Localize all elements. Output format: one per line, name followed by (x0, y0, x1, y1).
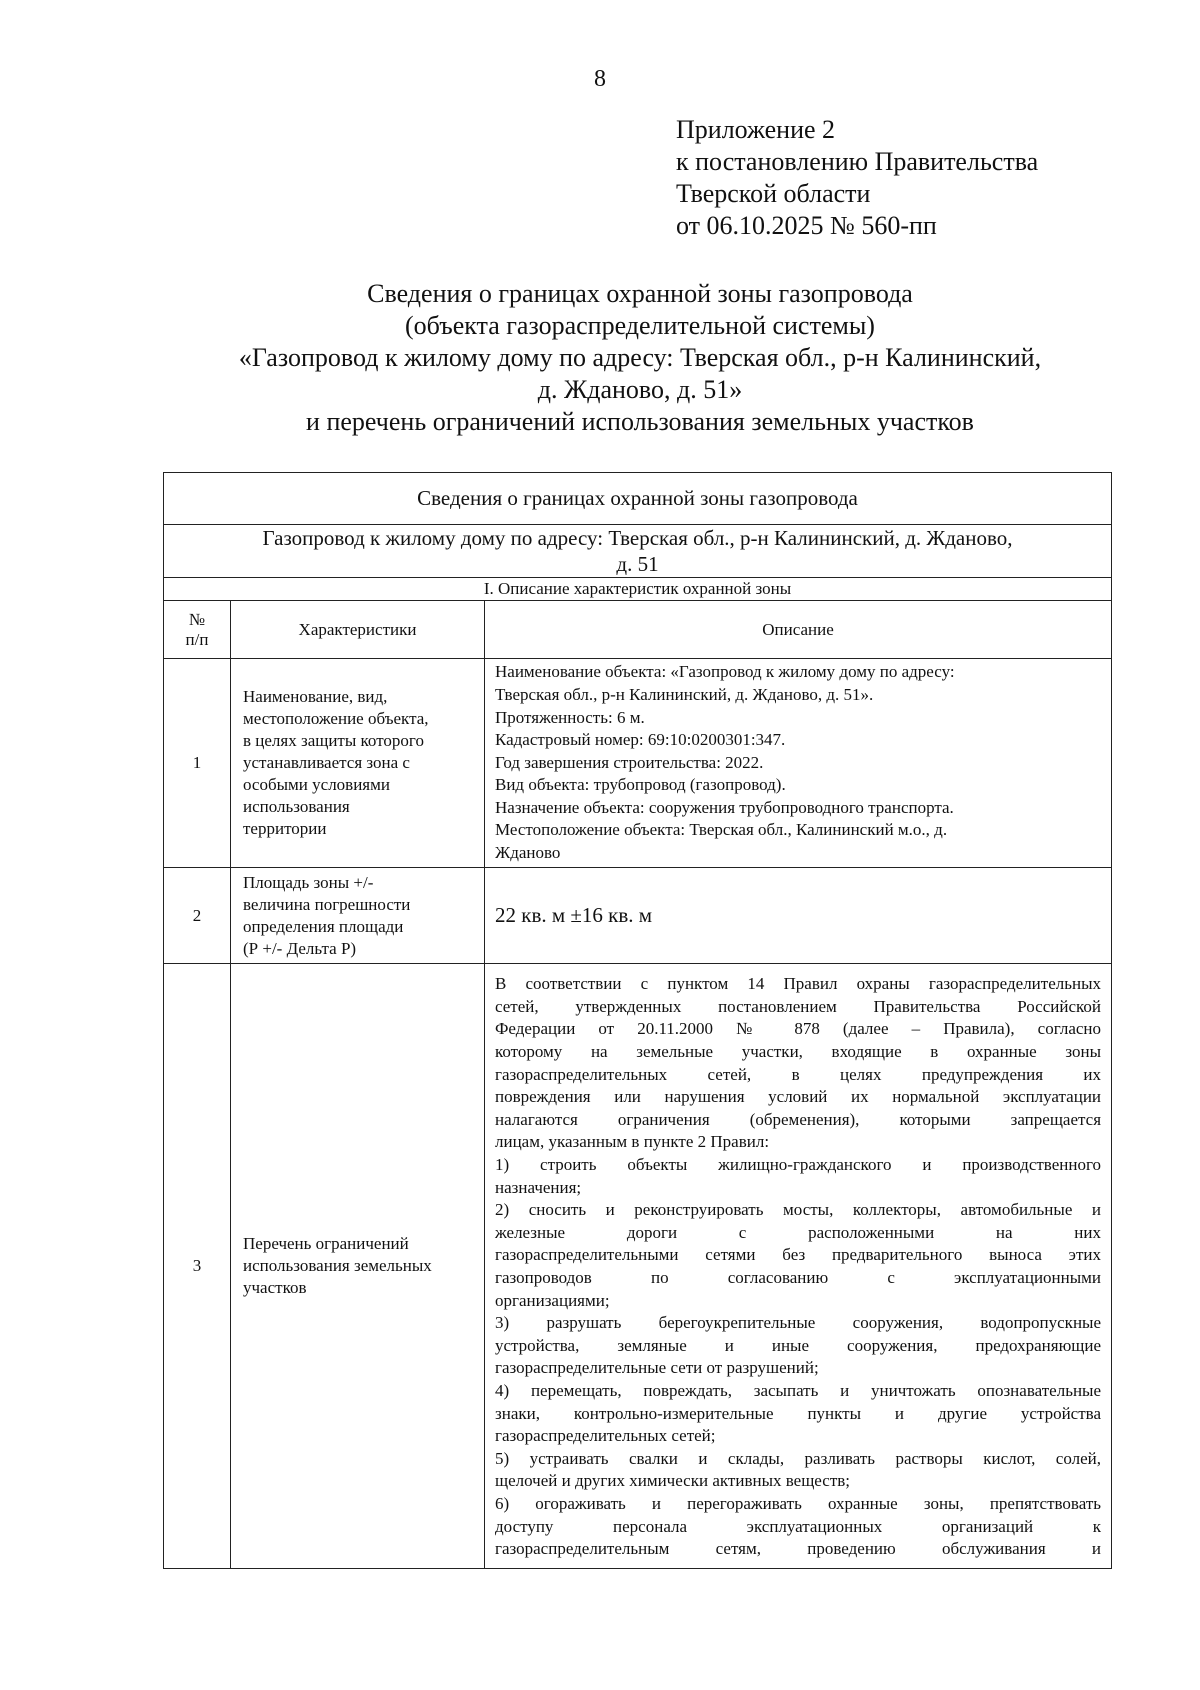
description-line: 5) устраивать свалки и склады, разливать растворы кислот, солей, (495, 1448, 1102, 1468)
description-line: назначения; (495, 1177, 582, 1197)
characteristic-line: устанавливается зона с (243, 753, 410, 772)
table-header-object (164, 525, 1112, 578)
zone-info-table (163, 472, 1112, 1569)
description-line: 2) сносить и реконструировать мосты, коллекторы, автомобильные и (495, 1200, 1102, 1220)
characteristic-line: использования земельных (243, 1256, 432, 1275)
row-description (485, 659, 1112, 868)
characteristic-line: особыми условиями (243, 775, 390, 794)
description-line: газопроводов по согласованию с эксплуатационными (495, 1268, 1102, 1287)
characteristic-line: (Р +/- Дельта Р) (243, 938, 357, 958)
description-line: лицам, указанным в пункте 2 Правил: (495, 1132, 770, 1152)
characteristic-line: территории (243, 819, 327, 838)
column-header-number-line: п/п (185, 629, 209, 649)
description-line: устройства, земляные и иные сооружения, предохраняющие (495, 1335, 1102, 1355)
title-line: и перечень ограничений использования земельных участков (306, 407, 974, 436)
characteristic-line: определения площади (243, 916, 404, 936)
description-line: Жданово (495, 843, 561, 863)
characteristic-line: в целях защиты которого (243, 731, 424, 750)
row-description (485, 964, 1112, 1569)
column-header-description: Описание (485, 601, 1112, 659)
appendix-block (676, 114, 1038, 242)
column-header-number (164, 601, 231, 659)
row-number: 1 (164, 659, 231, 868)
row-characteristic (231, 964, 485, 1569)
column-header-characteristics: Характеристики (231, 601, 485, 659)
description-line: 4) перемещать, повреждать, засыпать и уничтожать опознавательные (495, 1380, 1102, 1400)
title-line: д. Жданово, д. 51» (537, 375, 743, 404)
zone-area-value: 22 кв. м ±16 кв. м (485, 868, 1112, 964)
appendix-line: Приложение 2 (676, 115, 836, 144)
description-line: знаки, контрольно-измерительные пункты и другие устройства (495, 1403, 1102, 1423)
characteristic-line: Площадь зоны +/- (243, 872, 374, 892)
title-line: Сведения о границах охранной зоны газопровода (367, 279, 913, 308)
characteristic-line: Перечень ограничений (243, 1234, 409, 1253)
description-line: Вид объекта: трубопровод (газопровод). (495, 775, 786, 795)
description-line: налагаются ограничения (обременения), которыми запрещается (495, 1109, 1102, 1129)
description-line: Кадастровый номер: 69:10:0200301:347. (495, 730, 786, 750)
title-line: (объекта газораспределительной системы) (405, 311, 875, 340)
description-line: щелочей и других химически активных веществ; (495, 1471, 850, 1491)
description-line: Назначение объекта: сооружения трубопроводного транспорта. (495, 797, 954, 817)
section-heading: I. Описание характеристик охранной зоны (164, 578, 1112, 601)
description-line: 1) строить объекты жилищно-гражданского и производственного (495, 1155, 1102, 1175)
characteristic-line: Наименование, вид, (243, 687, 388, 706)
description-line: газораспределительных сетей; (495, 1426, 716, 1446)
description-line: Федерации от 20.11.2000 № 878 (далее – Правила), согласно (495, 1019, 1102, 1039)
object-line: Газопровод к жилому дому по адресу: Тверская обл., р-н Калининский, д. Жданово, (262, 526, 1013, 550)
description-line: доступу персонала эксплуатационных организаций к (495, 1516, 1102, 1536)
table-row (164, 868, 1112, 964)
description-line: Местоположение объекта: Тверская обл., Калининский м.о., д. (495, 820, 948, 840)
description-line: В соответствии с пунктом 14 Правил охраны газораспределительных (495, 974, 1102, 994)
row-number: 2 (164, 868, 231, 964)
description-line: газораспределительные сети от разрушений; (495, 1358, 819, 1378)
document-title (0, 278, 1200, 438)
description-line: организациями; (495, 1290, 610, 1310)
description-line: повреждения или нарушения условий их нормальной эксплуатации (495, 1087, 1102, 1107)
appendix-line: к постановлению Правительства (676, 147, 1039, 176)
object-line: д. 51 (616, 552, 659, 576)
appendix-line: Тверской области (676, 179, 871, 208)
description-line: сетей, утвержденных постановлением Правительства Российской (495, 996, 1102, 1016)
row-number: 3 (164, 964, 231, 1569)
page-number: 8 (594, 66, 606, 92)
description-line: Тверская обл., р-н Калининский, д. Жданово, д. 51». (495, 684, 874, 704)
description-line: железные дороги с расположенными на них (495, 1222, 1102, 1242)
characteristic-line: использования (243, 797, 350, 816)
row-characteristic (231, 868, 485, 964)
description-line: 6) огораживать и перегораживать охранные зоны, препятствовать (495, 1493, 1102, 1513)
description-line: газораспределительных сетей, в целях предупреждения их (495, 1064, 1102, 1084)
characteristic-line: участков (243, 1278, 307, 1297)
description-line: которому на земельные участки, входящие в охранные зоны (495, 1042, 1102, 1062)
appendix-line: от 06.10.2025 № 560-пп (676, 211, 937, 240)
column-header-number-line: № (188, 609, 206, 629)
characteristic-line: местоположение объекта, (243, 709, 429, 728)
description-line: Наименование объекта: «Газопровод к жилому дому по адресу: (495, 662, 955, 682)
table-row (164, 964, 1112, 1569)
description-line: 3) разрушать берегоукрепительные сооружения, водопропускные (495, 1313, 1102, 1333)
characteristic-line: величина погрешности (243, 894, 411, 914)
title-line: «Газопровод к жилому дому по адресу: Тверская обл., р-н Калининский, (238, 343, 1042, 372)
description-line: Протяженность: 6 м. (495, 707, 645, 727)
table-header-title: Сведения о границах охранной зоны газопровода (164, 473, 1112, 525)
description-line: газораспределительным сетям, проведению обслуживания и (495, 1539, 1102, 1559)
row-characteristic (231, 659, 485, 868)
description-line: газораспределительными сетями без предварительного выноса этих (495, 1245, 1102, 1265)
description-line: Год завершения строительства: 2022. (495, 752, 764, 772)
table-row (164, 659, 1112, 868)
